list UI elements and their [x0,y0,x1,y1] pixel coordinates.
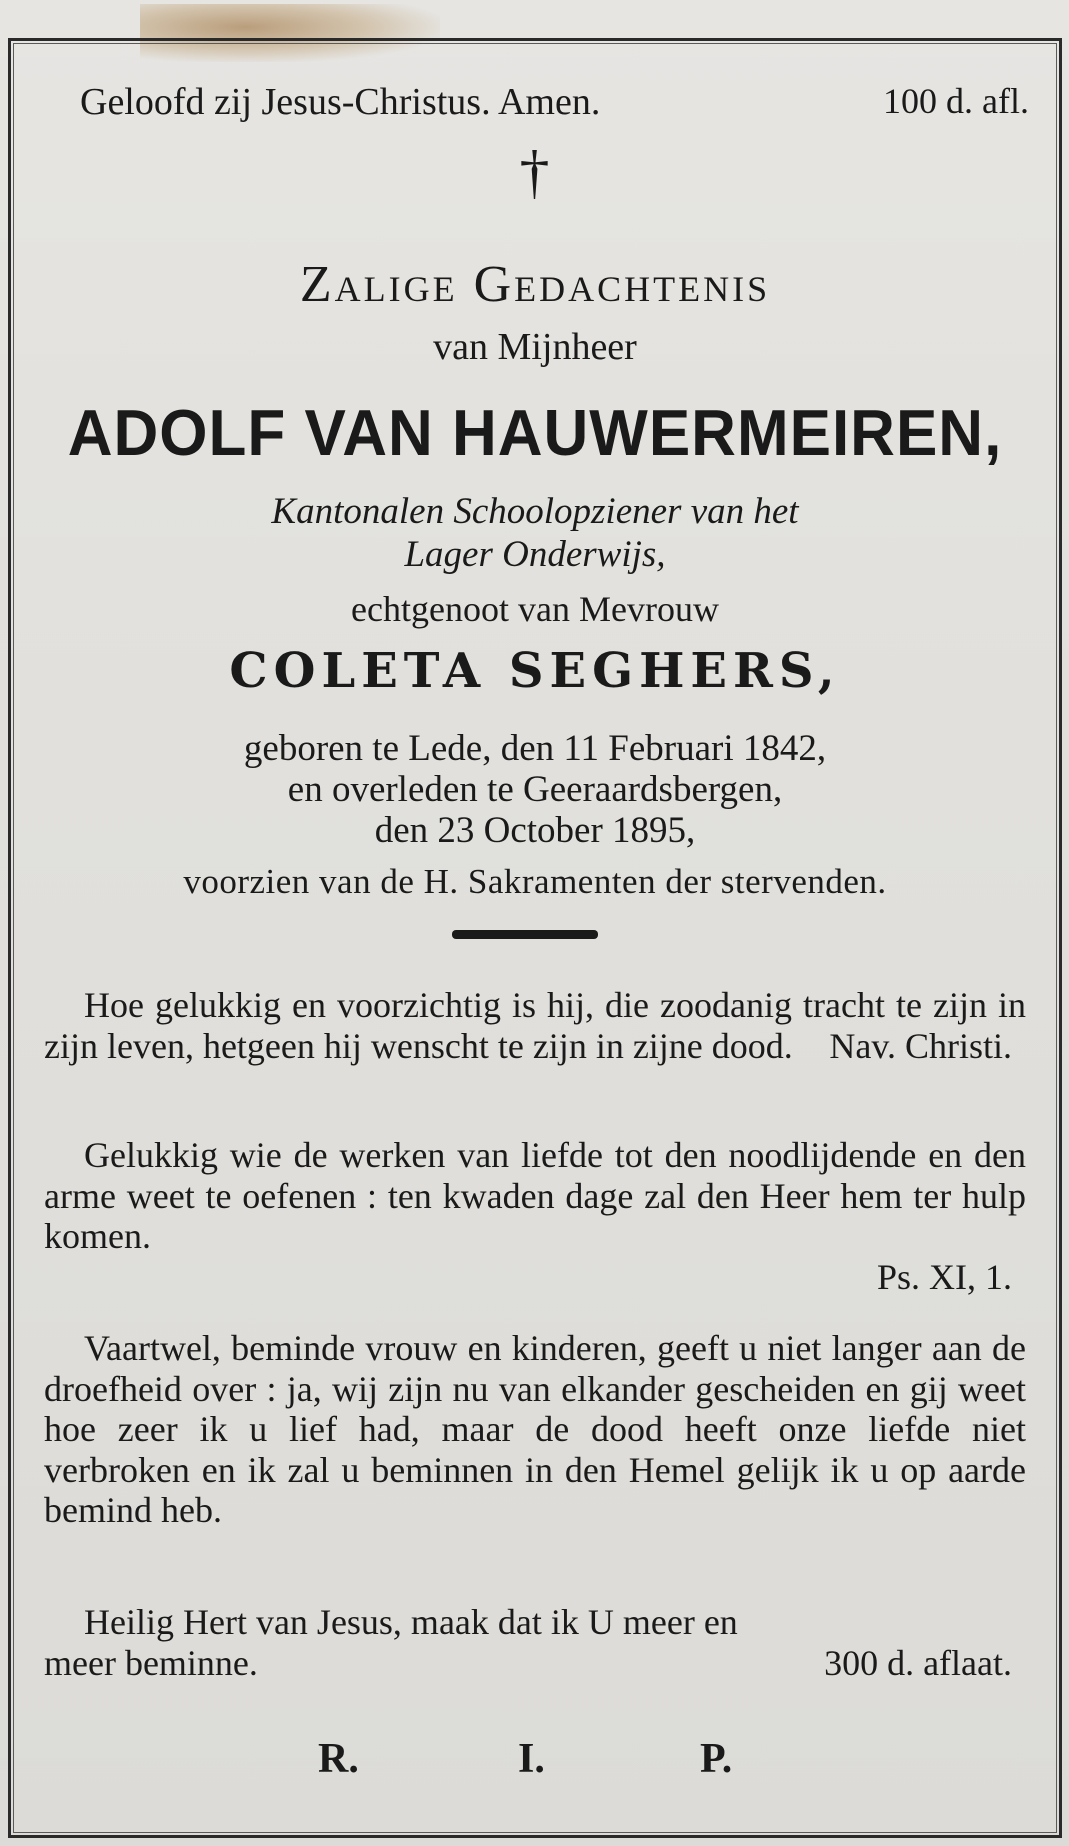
verse-3-text: Vaartwel, beminde vrouw en kinderen, geeft u niet langer aan de droefheid over : ja, wij zijn nu van elkander gescheiden en gij weet hoe zeer ik u lief had, maar de dood heeft onze liefde niet verbroken en ik zal u beminnen in den Hemel gelijk ik u op aarde bemind heb. [44,1328,1026,1530]
verse-paragraph-2 [44,1135,1026,1297]
verse-1-text: Hoe gelukkig en voorzichtig is hij, die zoodanig tracht te zijn in zijn leven, hetgeen hij wenscht te zijn in zijne dood. [44,985,1026,1066]
prayer-indulgence: 300 d. aflaat. [824,1642,1012,1683]
verse-1-source: Nav. Christi. [829,1026,1012,1066]
death-line-2: den 23 October 1895, [374,810,696,851]
verse-paragraph-3 [44,1328,1026,1531]
divider-rule [452,930,598,939]
card-title: Zalige Gedachtenis [299,256,771,313]
death-line-1: en overleden te Geeraardsbergen, [287,769,783,810]
header-invocation: Geloofd zij Jesus-Christus. Amen. [80,81,601,123]
verse-2-text: Gelukkig wie de werken van liefde tot den noodlijdende en den arme weet te oefenen : ten kwaden dage zal den Heer hem ter hulp komen. [44,1135,1026,1256]
prayer-text: Heilig Hert van Jesus, maak dat ik U meer en [84,1602,738,1642]
header-indulgence: 100 d. afl. [883,81,1029,121]
verse-paragraph-1 [44,985,1026,1067]
deceased-name: ADOLF VAN HAUWERMEIREN, [67,397,1003,470]
rip-p: P. [700,1736,733,1782]
title-intro: van Mijnheer [433,326,637,368]
cross-icon: † [519,139,550,205]
prayer-last-line [44,1643,1026,1684]
rip-r: R. [318,1736,359,1782]
spouse-intro: echtgenoot van Mevrouw [351,589,719,629]
role-line-1: Kantonalen Schoolopziener van het [271,491,799,532]
spouse-name: COLETA SEGHERS, [229,643,841,699]
birth-line: geboren te Lede, den 11 Februari 1842, [243,728,827,769]
prayer-text-end: meer beminne. [44,1642,258,1683]
life-dates [40,728,1030,851]
prayer-paragraph [44,1602,1026,1683]
role-line-2: Lager Onderwijs, [404,534,666,575]
deceased-role [40,490,1030,576]
verse-2-source: Ps. XI, 1. [876,1256,1012,1297]
rip-i: I. [518,1736,545,1782]
sacraments-line: voorzien van de H. Sakramenten der stervenden. [183,862,887,901]
